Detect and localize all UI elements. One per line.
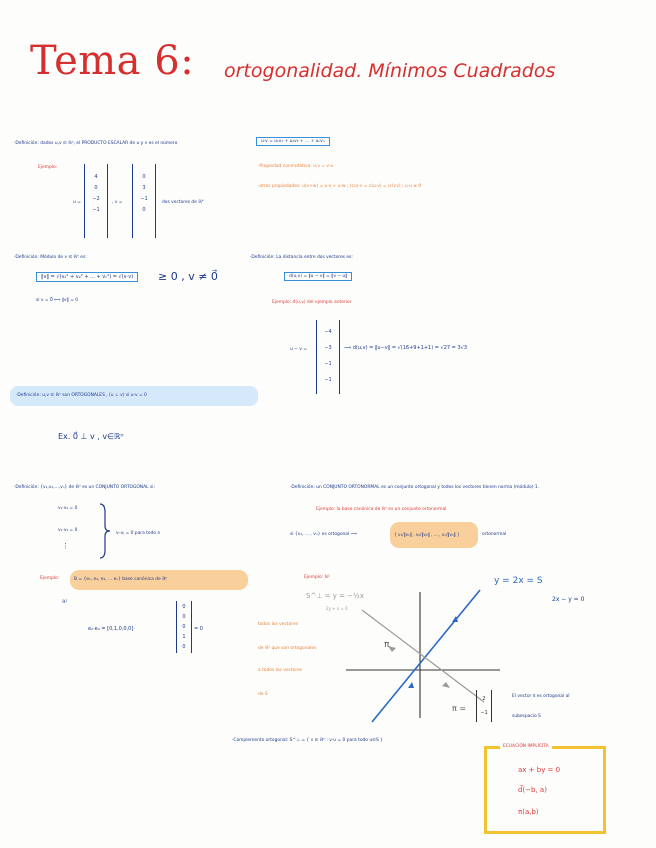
pi-note-2: subespacio S xyxy=(512,714,541,719)
distance-definition: ·Definición: La distancia entre dos vectores es: xyxy=(250,255,353,260)
module-definition: ·Definición: Módulo de v ∈ ℝⁿ es: xyxy=(14,255,87,260)
u-minus-v-label: u − v = xyxy=(290,347,307,352)
page-subtitle: ortogonalidad. Mínimos Cuadrados xyxy=(224,60,556,82)
v-matrix-values xyxy=(133,164,155,216)
pi-vector-label: π xyxy=(384,640,390,650)
uv-val: −4 xyxy=(324,329,332,335)
module-zero-note: si v = 0⃗ ⟺ ‖v‖ = 0 xyxy=(36,298,79,303)
orthogonal-row-2: v₁·v₃ = 0 xyxy=(58,528,78,533)
other-properties: ·otras propiedades: u(v+w) = u·v + u·w ; (cu)·v = c(u·v) = u·(cv) ; u·u ≥ 0 xyxy=(258,184,422,189)
brace-icon xyxy=(98,502,112,560)
distance-example xyxy=(272,300,351,305)
perp-note-4: de S xyxy=(258,692,268,697)
v-val: 0 xyxy=(142,174,146,180)
implicit-equation-title: ECUACIÓN IMPLÍCITA xyxy=(500,744,552,749)
orthogonal-row-1: v₁·v₂ = 0 xyxy=(58,506,78,511)
normalized-set: { v₁/‖v₁‖ , v₂/‖v₂‖ , ... , vₙ/‖vₙ‖ } xyxy=(394,532,460,537)
zero-orthogonal-example: Ex. 0⃗ ⊥ v , v∈ℝⁿ xyxy=(58,432,124,441)
e4-val: 1 xyxy=(182,634,186,640)
r5-label: ℝ⁵ xyxy=(62,600,68,605)
v-val: 0 xyxy=(142,207,146,213)
orthogonal-definition: ·Definición: u,v ∈ ℝⁿ son ORTOGONALES , (u ⊥ v) si u·v = 0 xyxy=(16,393,147,398)
e4-val: 0 xyxy=(182,614,186,620)
e4-values xyxy=(177,601,191,652)
pi-vector-def: π = xyxy=(452,704,467,713)
u-matrix xyxy=(84,164,108,238)
orthogonal-row-3: ⋮ xyxy=(62,542,69,550)
u-val: −2 xyxy=(92,196,100,202)
u-val: 4 xyxy=(94,174,98,180)
distance-result: ⟹ d(u,v) = ‖u−v‖ = √(16+9+1+1) = √27 = 3√3 xyxy=(344,345,467,351)
orthogonal-set-definition: ·Definición: {v₁,v₂,...,vₙ} de ℝⁿ es un CONJUNTO ORTOGONAL si: xyxy=(14,485,155,490)
perp-note-2: de ℝ² que son ortogonales xyxy=(258,646,317,651)
perp-note-3: a todos los vectores xyxy=(258,668,303,673)
v-val: 3 xyxy=(142,185,146,191)
orthogonal-complement-def: ·Complemento ortogonal: S^⊥ = { v ∈ ℝⁿ : v·u = 0 para todo u∈S } xyxy=(232,738,383,743)
pi-val: −1 xyxy=(480,710,488,716)
orthonormal-definition: ·Definición: un CONJUNTO ORTONORMAL es un conjunto ortogonal y todos los vectores tienen norma (módulo) 1. xyxy=(290,485,540,490)
example-label: Ejemplo: xyxy=(38,165,58,170)
perp-note-1: todos los vectores xyxy=(258,622,298,627)
implicit-equation-1: ax + by = 0 xyxy=(518,766,561,774)
module-inequality: ≥ 0 , v ≠ 0⃗ xyxy=(158,270,218,283)
s-perp-equation: S^⊥ = y = −½x xyxy=(306,592,364,600)
implicit-equation-2: d⃗(−b, a) xyxy=(518,786,547,794)
e4-val: 0 xyxy=(182,604,186,610)
dot-product-definition: ·Definición: dados u,v ∈ ℝⁿ, el PRODUCTO ESCALAR de u y v es el número xyxy=(14,141,178,146)
orthogonal-if: si {v₁, ... , vₙ} es ortogonal ⟹ xyxy=(290,532,357,537)
uv-val: −1 xyxy=(324,377,332,383)
example-label-2: Ejemplo: xyxy=(40,576,60,581)
v-label: , v = xyxy=(112,200,123,205)
dot-example-result: = 0 xyxy=(194,626,203,632)
pi-values xyxy=(477,690,491,720)
v-matrix xyxy=(132,164,156,238)
module-formula: ‖v‖ = √(v₁² + v₂² + ... + vₙ²) = √(v·v) xyxy=(36,272,138,282)
u-label: u = xyxy=(73,200,81,205)
u-val: −1 xyxy=(92,207,100,213)
u-val: 0 xyxy=(94,185,98,191)
s-line-equation-2: 2x − y = 0 xyxy=(552,596,585,603)
implicit-equation-3: π(a,b) xyxy=(518,808,539,816)
uv-val: −1 xyxy=(324,361,332,367)
canonical-base: B = {e₁, e₂, e₃, ... eₙ} base canónica de ℝⁿ xyxy=(74,577,168,582)
u-matrix-values xyxy=(85,164,107,216)
orthonormal-example: Ejemplo: la base canónica de ℝⁿ es un conjunto ortonormal xyxy=(316,507,447,512)
e4-val: 0 xyxy=(182,644,186,650)
e4-matrix xyxy=(176,601,192,653)
dot-example: e₂·e₄ = [0,1,0,0,0]· xyxy=(88,626,135,632)
orthogonal-brace-text: vᵢ·vⱼ = 0 para todo n xyxy=(116,531,161,536)
u-minus-v-matrix xyxy=(316,320,340,394)
distance-formula: d(u,v) = ‖u − v‖ = ‖v − u‖ xyxy=(284,272,352,281)
e4-val: 0 xyxy=(182,624,186,630)
uv-val: −3 xyxy=(324,345,332,351)
vectors-note: dos vectores de ℝ⁴ xyxy=(162,200,204,205)
s-line xyxy=(372,590,480,722)
pi-note-1: El vector π es ortogonal al xyxy=(512,694,570,699)
distance-example-text: Ejemplo: d(u,v) del ejemplo anterior xyxy=(272,300,352,305)
u-minus-v-values xyxy=(317,320,339,388)
pi-matrix xyxy=(476,690,492,722)
s-perp-equation-2: 2y + x = 0 xyxy=(326,606,348,611)
graph-example-label: Ejemplo: ℝ² xyxy=(304,575,330,580)
dot-product-formula: u·v = u₁v₁ + u₂v₂ + ... + uₙvₙ xyxy=(256,137,330,146)
orthonormal-word: ortonormal xyxy=(482,532,507,537)
v-val: −1 xyxy=(140,196,148,202)
arrow-perp-icon xyxy=(442,682,450,688)
pi-val: 2 xyxy=(482,696,486,702)
commutative-property: ·Propiedad conmutativa: u·v = v·u xyxy=(258,164,334,169)
s-line-equation: y = 2x = S xyxy=(494,576,543,586)
page-title: Tema 6: xyxy=(30,38,195,84)
s-perp-line xyxy=(362,610,484,702)
arrow-down-icon xyxy=(408,682,414,688)
